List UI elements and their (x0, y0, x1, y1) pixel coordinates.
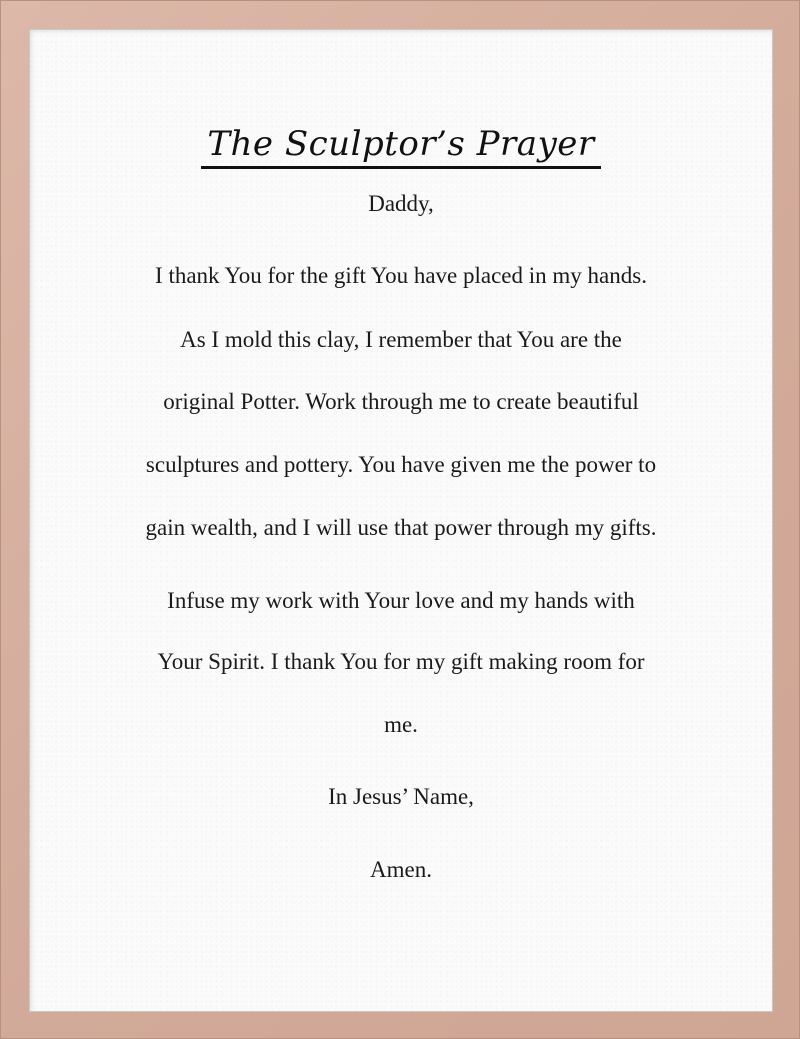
salutation: Daddy, (368, 191, 434, 216)
sign-off: Amen. (370, 857, 432, 882)
body-line: original Potter. Work through me to create beautiful (163, 389, 639, 414)
body-line: gain wealth, and I will use that power through my gifts. (145, 515, 657, 540)
body-line: sculptures and pottery. You have given me the power to (145, 452, 657, 477)
body-line: Infuse my work with Your love and my hands with (167, 588, 635, 613)
body-line: me. (384, 712, 418, 737)
prayer-title-text: The Sculptor’s Prayer (201, 124, 600, 169)
closing: In Jesus’ Name, (328, 784, 474, 809)
prayer-title (29, 124, 773, 169)
body-line: Your Spirit. I thank You for my gift making room for (157, 649, 645, 674)
prayer-paper (29, 29, 773, 1012)
body-line: As I mold this clay, I remember that You are the (180, 327, 622, 352)
body-line: I thank You for the gift You have placed in my hands. (155, 263, 647, 288)
